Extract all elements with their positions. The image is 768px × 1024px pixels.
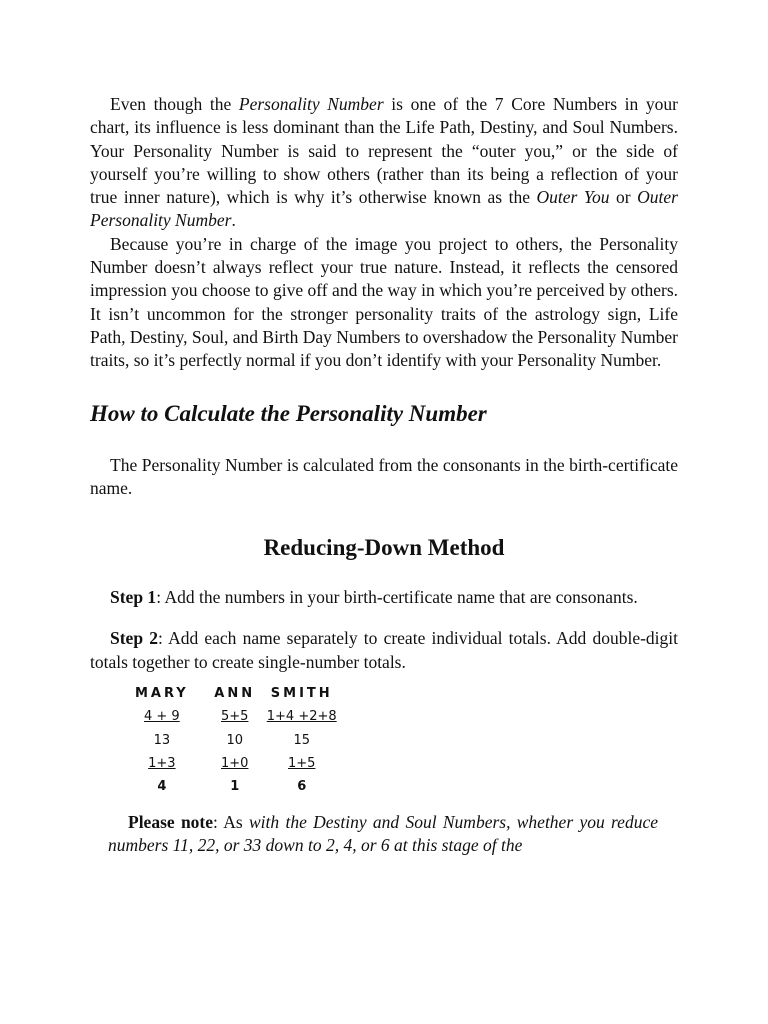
sum-cell: 5+5 [221, 709, 249, 725]
page-content [90, 93, 678, 857]
total-cell: 15 [293, 732, 310, 748]
emphasis-outer-personality-number: Outer Personality Number [90, 187, 678, 231]
note-text: with the Destiny and Soul Numbers, whether you reduce numbers 11, 22, or 33 down to 2, 4, or 6 at this stage of the [108, 811, 658, 855]
name-cell: SMITH [270, 686, 333, 702]
reduce-cell: 1+5 [288, 755, 316, 771]
reduce-row [135, 752, 337, 775]
emphasis-outer-you: Outer You [536, 187, 610, 208]
step-2 [90, 627, 678, 674]
please-note [108, 811, 658, 858]
text-run: is one of the 7 Core Numbers in your chart, its influence is less dominant than the Life Path, Destiny, and Soul Numbers. Your Personality Number is said to represent the “outer you,” or the side of yourself you’re willing to show others (rather than its being a reflection of your true inner nature), which is why it’s otherwise known as the [90, 94, 679, 208]
note-colon: : As [213, 811, 249, 832]
total-cell: 10 [226, 732, 243, 748]
final-cell: 1 [230, 779, 240, 795]
step-2-label: Step 2 [110, 628, 158, 649]
name-cell: ANN [214, 686, 256, 702]
sum-cell: 4 + 9 [144, 709, 180, 725]
text-run: or [609, 187, 638, 208]
section-paragraph: The Personality Number is calculated from the consonants in the birth-certificate name. [90, 454, 678, 498]
emphasis-personality-number: Personality Number [238, 94, 384, 114]
final-cell: 6 [297, 779, 307, 795]
note-label: Please note [128, 811, 214, 832]
sum-row [135, 705, 337, 728]
step-2-text: : Add each name separately to create individual totals. Add double-digit totals together to create single-number totals. [90, 628, 679, 672]
name-row [135, 682, 337, 705]
sum-cell: 1+4 +2+8 [266, 709, 337, 725]
method-heading: Reducing-Down Method [263, 535, 505, 561]
step-1-label: Step 1 [110, 587, 157, 608]
step-1-text: : Add the numbers in your birth-certificate name that are consonants. [156, 587, 638, 608]
step-1 [90, 586, 678, 609]
calculation-example-table [135, 682, 337, 798]
reduce-cell: 1+3 [148, 755, 176, 771]
final-row [135, 775, 337, 798]
reduce-cell: 1+0 [221, 755, 249, 771]
text-run: Even though the [110, 94, 239, 114]
intro-paragraph-2: Because you’re in charge of the image you project to others, the Personality Number doesn’t always reflect your true nature. Instead, it reflects the censored impression you choose to give off and the way in which you’re perceived by others. It isn’t uncommon for the stronger personality traits of the astrology sign, Life Path, Destiny, Soul, and Birth Day Numbers to overshadow the Personality Number traits, so it’s perfectly normal if you don’t identify with your Personality Number. [90, 233, 678, 371]
name-cell: MARY [135, 686, 189, 702]
section-heading: How to Calculate the Personality Number [90, 400, 487, 426]
text-run: . [231, 210, 236, 231]
total-cell: 13 [153, 732, 171, 748]
total-row [135, 729, 337, 752]
intro-paragraph-1 [90, 93, 678, 233]
final-cell: 4 [157, 779, 167, 795]
